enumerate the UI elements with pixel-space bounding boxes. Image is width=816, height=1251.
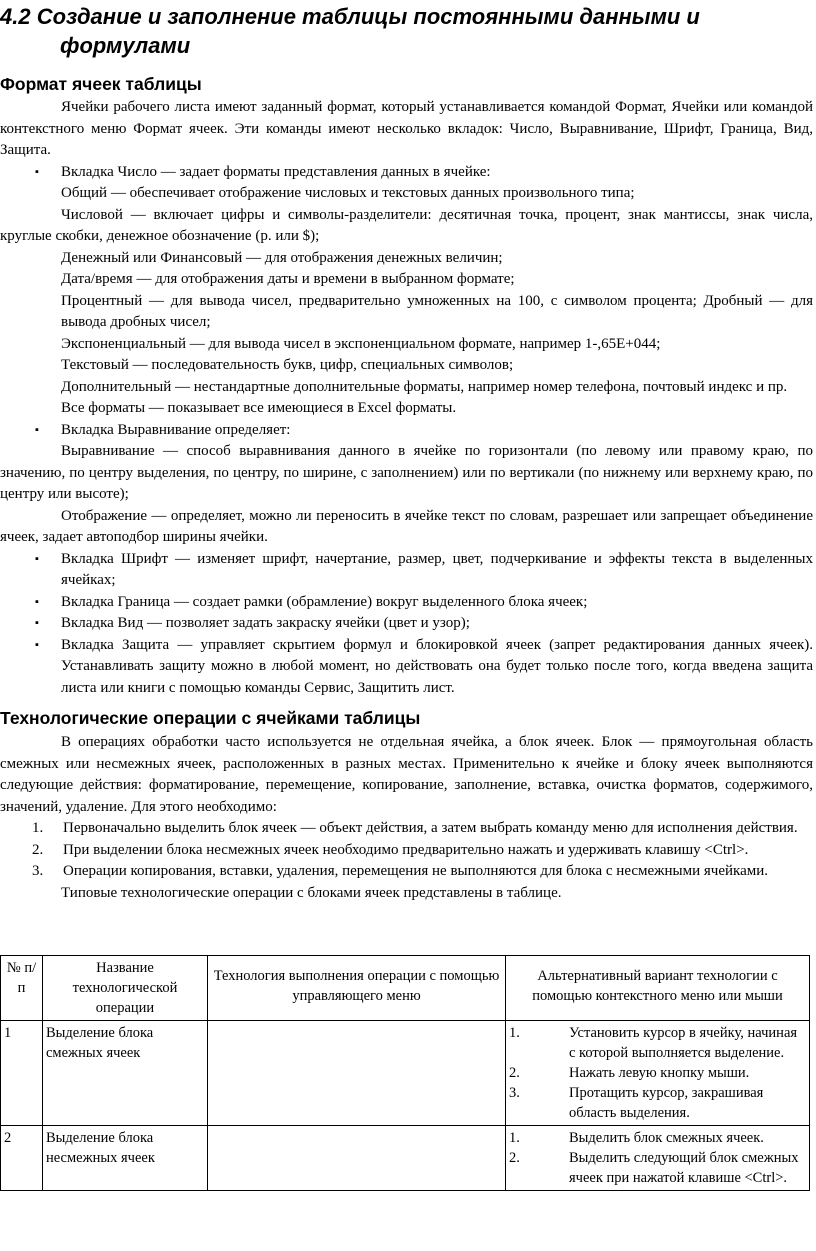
alt-step-number: 2. xyxy=(509,1150,520,1166)
alt-step xyxy=(509,1023,806,1063)
cell-alt xyxy=(506,1021,810,1126)
format-item: Дополнительный — нестандартные дополнительные форматы, например номер телефона, почтовый индекс и пр. xyxy=(61,378,788,395)
item-text: Операции копирования, вставки, удаления, перемещения не выполняются для блока с несмежными ячейками. xyxy=(63,863,769,879)
cell-num: 2 xyxy=(1,1126,43,1191)
alt-step-text: Установить курсор в ячейку, начиная с которой выполняется выделение. xyxy=(569,1025,798,1061)
bullet-item xyxy=(0,613,813,635)
bullet-mark: ▪ xyxy=(35,638,39,651)
cell-menu xyxy=(208,1126,506,1191)
bullet-item xyxy=(0,592,813,614)
item-number: 3. xyxy=(32,863,44,879)
alt-step-number: 1. xyxy=(509,1025,520,1041)
bullet-mark: ▪ xyxy=(35,617,39,629)
bullet-text: Вкладка Число — задает форматы представления данных в ячейке: xyxy=(61,163,491,180)
table-row xyxy=(1,1126,810,1191)
numbered-item xyxy=(0,840,813,862)
format-item: Все форматы — показывает все имеющиеся в Excel форматы. xyxy=(61,400,457,416)
bullet-item xyxy=(0,635,813,700)
paragraph: Отображение — определяет, можно ли переносить в ячейке текст по словам, разрешает или запрещает объединение ячеек, задает автоподбор ширины ячейки. xyxy=(0,507,813,545)
numbered-item xyxy=(0,861,813,883)
cell-name: Выделение блока несмежных ячеек xyxy=(43,1126,208,1191)
alt-step-text: Протащить курсор, закрашивая область выделения. xyxy=(569,1085,764,1121)
header-num: № п/п xyxy=(1,956,43,1021)
section-heading-cell-format: Формат ячеек таблицы xyxy=(0,74,202,94)
format-item: Экспоненциальный — для вывода чисел в экспоненциальном формате, например 1-,65Е+044; xyxy=(61,335,661,352)
cell-alt xyxy=(506,1126,810,1191)
table-row xyxy=(1,1021,810,1126)
paragraph: Выравнивание — способ выравнивания данного в ячейке по горизонтали (по левому или правому краю, по значению, по центру выделения, по центру, по ширине, с заполнением) или по вертикали (по нижнему или верхнему краю, по центру или высоте); xyxy=(0,443,813,502)
alt-step xyxy=(509,1148,806,1188)
alt-step-number: 3. xyxy=(509,1085,520,1101)
section-cell-format-body xyxy=(0,97,813,699)
table-caption: Типовые технологические операции с блоками ячеек представлены в таблице. xyxy=(61,884,562,901)
bullet-text: Вкладка Шрифт — изменяет шрифт, начертание, размер, цвет, подчеркивание и эффекты текста в выделенных ячейках; xyxy=(61,550,813,588)
alt-step-text: Выделить блок смежных ячеек. xyxy=(569,1130,764,1146)
format-item: Текстовый — последовательность букв, цифр, специальных символов; xyxy=(61,357,514,373)
paragraph: В операциях обработки часто используется не отдельная ячейка, а блок ячеек. Блок — прямоугольная область смежных или несмежных ячеек, расположенных в разных местах. Применительно к ячейке и блоку ячеек выполняются следующие действия: форматирование, перемещение, копирование, заполнение, вставка, очистка форматов, содержимого, значений, удаление. Для этого необходимо: xyxy=(0,734,813,815)
table-header-row xyxy=(1,956,810,1021)
cell-name: Выделение блока смежных ячеек xyxy=(43,1021,208,1126)
alt-step xyxy=(509,1083,806,1123)
numbered-item xyxy=(0,818,813,840)
format-item: Денежный или Финансовый — для отображения денежных величин; xyxy=(61,249,503,266)
alt-step-text: Выделить следующий блок смежных ячеек при нажатой клавише <Ctrl>. xyxy=(569,1150,799,1186)
header-name: Название технологической операции xyxy=(43,956,208,1021)
item-text: Первоначально выделить блок ячеек — объект действия, а затем выбрать команду меню для исполнения действия. xyxy=(63,820,798,836)
bullet-item xyxy=(0,549,813,592)
alt-step xyxy=(509,1063,806,1083)
item-number: 1. xyxy=(32,820,44,836)
alt-step-number: 2. xyxy=(509,1065,520,1081)
page-title xyxy=(0,2,800,60)
cell-num: 1 xyxy=(1,1021,43,1126)
header-alt: Альтернативный вариант технологии с помощью контекстного меню или мыши xyxy=(506,956,810,1021)
bullet-mark: ▪ xyxy=(35,595,39,608)
item-number: 2. xyxy=(32,841,44,858)
paragraph: Ячейки рабочего листа имеют заданный формат, который устанавливается командой Формат, Ячейки или командой контекстного меню Формат ячеек. Эти команды имеют несколько вкладок: Число, Выравнивание, Шрифт, Граница, Вид, Защита. xyxy=(0,99,813,158)
alt-step-number: 1. xyxy=(509,1130,520,1146)
format-item: Числовой — включает цифры и символы-разделители: десятичная точка, процент, знак мантиссы, знак числа, круглые скобки, денежное обозначение (р. или $); xyxy=(0,206,813,244)
format-item: Общий — обеспечивает отображение числовых и текстовых данных произвольного типа; xyxy=(61,185,635,201)
section-heading-cell-operations: Технологические операции с ячейками таблицы xyxy=(0,708,421,728)
operations-table xyxy=(0,955,810,1191)
bullet-mark: ▪ xyxy=(35,552,39,565)
bullet-text: Вкладка Защита — управляет скрытием формул и блокировкой ячеек (запрет редактирования данных ячеек). Устанавливать защиту можно в любой момент, но действовать она будет только после того, когда введена защита листа или книги с помощью команды Сервис, Защитить лист. xyxy=(61,636,813,696)
bullet-text: Вкладка Вид — позволяет задать закраску ячейки (цвет и узор); xyxy=(61,615,470,631)
bullet-text: Вкладка Граница — создает рамки (обрамление) вокруг выделенного блока ячеек; xyxy=(61,593,588,610)
item-text: При выделении блока несмежных ячеек необходимо предварительно нажать и удерживать клавишу <Ctrl>. xyxy=(63,841,749,858)
bullet-mark: ▪ xyxy=(35,165,39,178)
title-line-1: 4.2 Создание и заполнение таблицы постоянными данными и xyxy=(0,4,700,29)
cell-menu xyxy=(208,1021,506,1126)
section-cell-operations-body xyxy=(0,732,813,904)
format-item: Процентный — для вывода чисел, предварительно умноженных на 100, с символом процента; Дробный — для вывода дробных чисел; xyxy=(61,292,813,330)
alt-step xyxy=(509,1128,806,1148)
bullet-text: Вкладка Выравнивание определяет: xyxy=(61,421,291,438)
bullet-item xyxy=(0,162,813,184)
bullet-mark: ▪ xyxy=(35,423,39,436)
alt-step-text: Нажать левую кнопку мыши. xyxy=(569,1065,750,1081)
header-menu: Технология выполнения операции с помощью управляющего меню xyxy=(208,956,506,1021)
title-line-2: формулами xyxy=(60,33,191,58)
bullet-item xyxy=(0,420,813,442)
format-item: Дата/время — для отображения даты и времени в выбранном формате; xyxy=(61,271,515,287)
